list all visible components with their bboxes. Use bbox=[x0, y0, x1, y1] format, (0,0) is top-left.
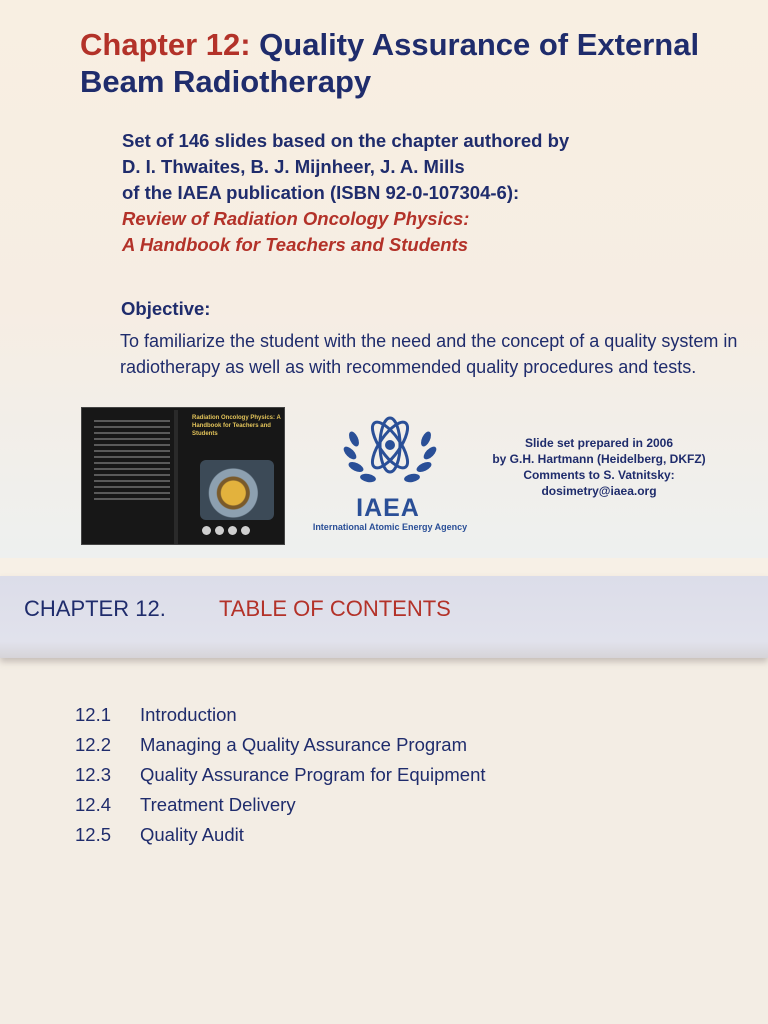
book-cover-image bbox=[81, 407, 285, 545]
title-text: Quality Assurance of External Beam Radiotherapy bbox=[80, 27, 700, 99]
toc-item-number: 12.3 bbox=[75, 764, 112, 785]
toc-item-number: 12.2 bbox=[75, 734, 112, 755]
credits-line: by G.H. Hartmann (Heidelberg, DKFZ) bbox=[492, 452, 706, 466]
book-logos bbox=[202, 526, 250, 535]
book-spine bbox=[174, 410, 178, 544]
iaea-emblem-icon bbox=[340, 409, 440, 491]
credits-line: Comments to S. Vatnitsky: bbox=[523, 468, 675, 482]
book-back-cover bbox=[94, 420, 170, 532]
toc-list bbox=[75, 700, 486, 850]
toc-item-label: Treatment Delivery bbox=[140, 794, 296, 815]
toc-item-label: Quality Assurance Program for Equipment bbox=[140, 764, 486, 785]
toc-item bbox=[75, 760, 486, 790]
iaea-wordmark: IAEA bbox=[356, 494, 420, 522]
toc-item-number: 12.5 bbox=[75, 824, 112, 845]
book-subtitle-line: A Handbook for Teachers and Students bbox=[122, 234, 469, 255]
toc-item bbox=[75, 790, 486, 820]
toc-item-label: Managing a Quality Assurance Program bbox=[140, 734, 468, 755]
toc-header-band bbox=[0, 576, 768, 658]
iaea-subtitle: International Atomic Energy Agency bbox=[312, 522, 468, 532]
toc-item-number: 12.4 bbox=[75, 794, 112, 815]
intro-text bbox=[122, 128, 742, 258]
toc-item bbox=[75, 700, 486, 730]
intro-line: Set of 146 slides based on the chapter authored by bbox=[122, 130, 570, 151]
toc-heading: TABLE OF CONTENTS bbox=[219, 596, 451, 621]
book-cover-title: Radiation Oncology Physics: A Handbook for Teachers and Students bbox=[192, 415, 281, 437]
isbn-line: of the IAEA publication (ISBN 92-0-107304-6): bbox=[122, 182, 520, 203]
toc-item-label: Quality Audit bbox=[140, 824, 244, 845]
toc-slide bbox=[0, 576, 768, 1024]
slide-title bbox=[80, 26, 740, 100]
authors-line: D. I. Thwaites, B. J. Mijnheer, J. A. Mills bbox=[122, 156, 465, 177]
contact-email: dosimetry@iaea.org bbox=[541, 484, 657, 498]
toc-item-label: Introduction bbox=[140, 704, 237, 725]
slide-credits bbox=[480, 435, 718, 499]
objective-text: To familiarize the student with the need and the concept of a quality system in radiotherapy as well as with recommended quality procedures and tests. bbox=[120, 331, 738, 377]
credits-line: Slide set prepared in 2006 bbox=[524, 436, 674, 450]
toc-item-number: 12.1 bbox=[75, 704, 112, 725]
objective-heading: Objective: bbox=[121, 298, 211, 319]
toc-item bbox=[75, 730, 486, 760]
toc-chapter-label: CHAPTER 12. bbox=[24, 596, 166, 621]
toc-item bbox=[75, 820, 486, 850]
title-prefix: Chapter 12: bbox=[80, 27, 251, 62]
linac-illustration bbox=[200, 460, 274, 520]
book-title-line: Review of Radiation Oncology Physics: bbox=[122, 208, 470, 229]
